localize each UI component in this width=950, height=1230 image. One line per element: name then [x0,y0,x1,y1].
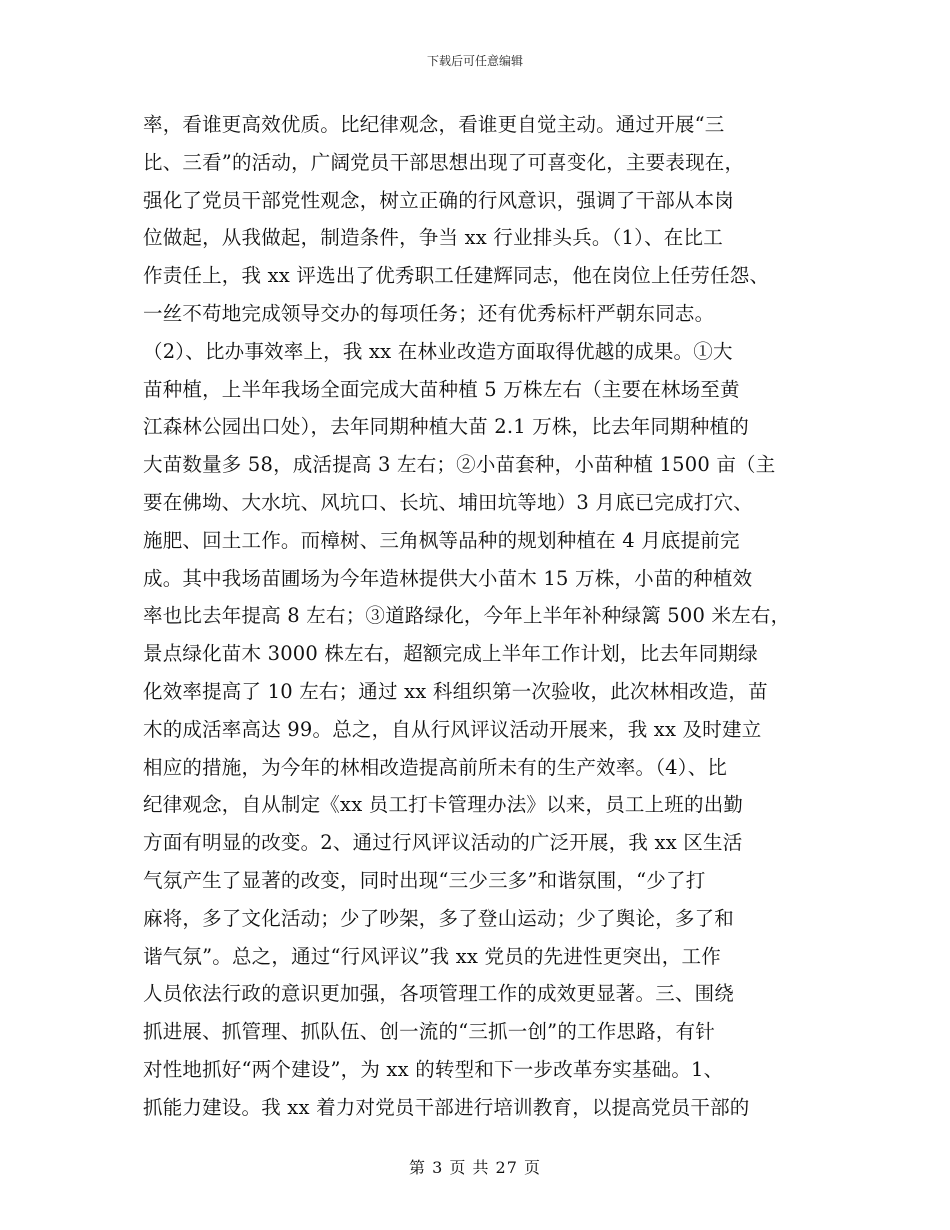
page-number-footer: 第 3 页 共 27 页 [409,1158,541,1177]
text-line: 大苗数量多 58，成活提高 3 左右；②小苗套种，小苗种植 1500 亩（主 [143,453,776,477]
text-line: 对性地抓好“两个建设”，为 xx 的转型和下一步改革夯实基础。1、 [143,1057,724,1081]
document-body [143,106,833,1127]
text-line: 纪律观念，自从制定《xx 员工打卡管理办法》以来，员工上班的出勤 [143,793,744,817]
text-line: 气氛产生了显著的改变，同时出现“三少三多”和谐氛围，“少了打 [143,868,706,892]
text-line: 施肥、回土工作。而樟树、三角枫等品种的规划种植在 4 月底提前完 [143,528,740,552]
page-header-note: 下载后可任意编辑 [426,54,523,68]
text-line: 成。其中我场苗圃场为今年造林提供大小苗木 15 万株，小苗的种植效 [143,566,753,590]
text-line: 方面有明显的改变。2、通过行风评议活动的广泛开展，我 xx 区生活 [143,831,743,855]
text-line: 要在佛坳、大水坑、风坑口、长坑、埔田坑等地）3 月底已完成打穴、 [143,490,754,514]
text-line: 江森林公园出口处），去年同期种植大苗 2.1 万株，比去年同期种植的 [143,415,749,439]
text-line: 谐气氛”。总之，通过“行风评议”我 xx 党员的先进性更突出，工作 [143,944,721,968]
text-line: 率也比去年提高 8 左右；③道路绿化，今年上半年补种绿篱 500 米左右， [143,604,791,628]
text-line: 抓能力建设。我 xx 着力对党员干部进行培训教育，以提高党员干部的 [143,1095,750,1119]
text-line: 相应的措施，为今年的林相改造提高前所未有的生产效率。（4）、比 [143,755,728,779]
text-line: 比、三看”的活动，广阔党员干部思想出现了可喜变化，主要表现在， [143,150,745,174]
text-line: 木的成活率高达 99。总之，自从行风评议活动开展来，我 xx 及时建立 [143,717,762,741]
text-line: 抓进展、抓管理、抓队伍、创一流的“三抓一创”的工作思路，有针 [143,1020,715,1044]
text-line: 率，看谁更高效优质。比纪律观念，看谁更自觉主动。通过开展“三 [143,113,725,136]
text-line: 苗种植，上半年我场全面完成大苗种植 5 万株左右（主要在林场至黄 [143,377,740,401]
text-line: 作责任上，我 xx 评选出了优秀职工任建辉同志，他在岗位上任劳任怨、 [143,264,770,288]
text-line: 强化了党员干部党性观念，树立正确的行风意识，强调了干部从本岗 [143,188,735,212]
text-line: 化效率提高了 10 左右；通过 xx 科组织第一次验收，此次林相改造，苗 [143,679,768,703]
text-line: 人员依法行政的意识更加强，各项管理工作的成效更显著。三、围绕 [143,982,735,1006]
text-line: 位做起，从我做起，制造条件，争当 xx 行业排头兵。（1）、在比工 [143,226,723,250]
text-line: 一丝不苟地完成领导交办的每项任务；还有优秀标杆严朝东同志。 [143,301,715,325]
text-line: 景点绿化苗木 3000 株左右，超额完成上半年工作计划，比去年同期绿 [143,642,758,666]
text-line: （2）、比办事效率上，我 xx 在林业改造方面取得优越的成果。①大 [143,339,733,363]
text-line: 麻将，多了文化活动；少了吵架，多了登山运动；少了舆论，多了和 [143,906,735,930]
